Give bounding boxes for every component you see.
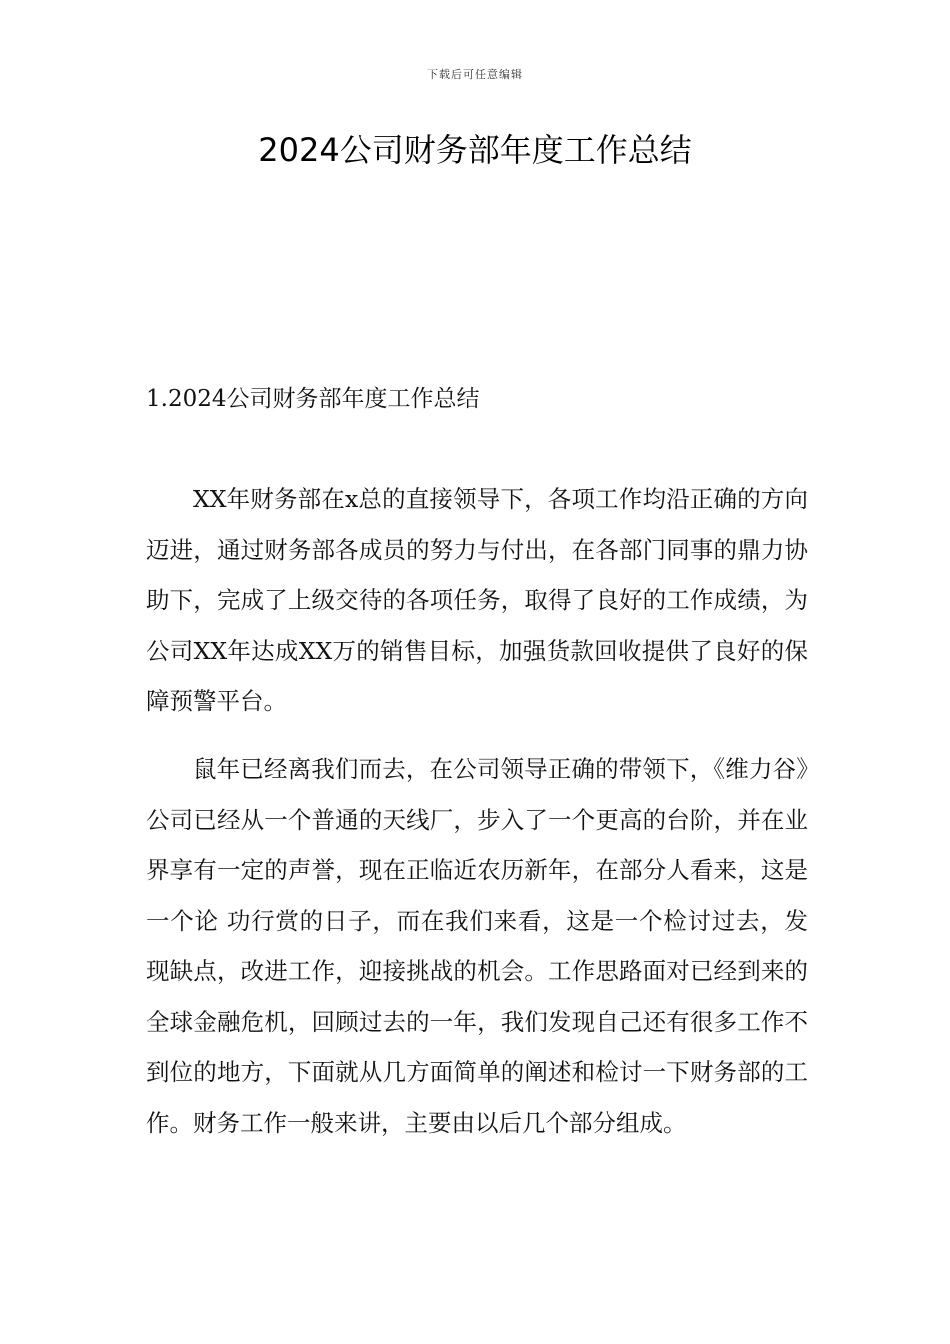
paragraph-2: 鼠年已经离我们而去，在公司领导正确的带领下，《维力谷》公司已经从一个普通的天线厂，步入了一个更高的台阶，并在业界享有一定的声誉，现在正临近农历新年，在部分人看来，这是一个论 功行赏的日子，而在我们来看，这是一个检讨过去，发现缺点，改进工作，迎接挑战的机会。工作思路面对已经到来的全球金融危机，回顾过去的一年，我们发现自己还有很多工作不到位的地方，下面就从几方面简单的阐述和检讨一下财务部的工作。财务工作一般来讲，主要由以后几个部分组成。 bbox=[146, 755, 808, 1137]
paragraph-1: XX年财务部在x总的直接领导下，各项工作均沿正确的方向迈进，通过财务部各成员的努力与付出，在各部门同事的鼎力协助下，完成了上级交待的各项任务，取得了良好的工作成绩，为公司XX年达成XX万的销售目标，加强货款回收提供了良好的保障预警平台。 bbox=[146, 485, 808, 715]
header-note: 下载后可任意编辑 bbox=[427, 68, 523, 81]
document-title: 2024公司财务部年度工作总结 bbox=[258, 131, 692, 169]
section-heading: 1.2024公司财务部年度工作总结 bbox=[146, 386, 480, 412]
